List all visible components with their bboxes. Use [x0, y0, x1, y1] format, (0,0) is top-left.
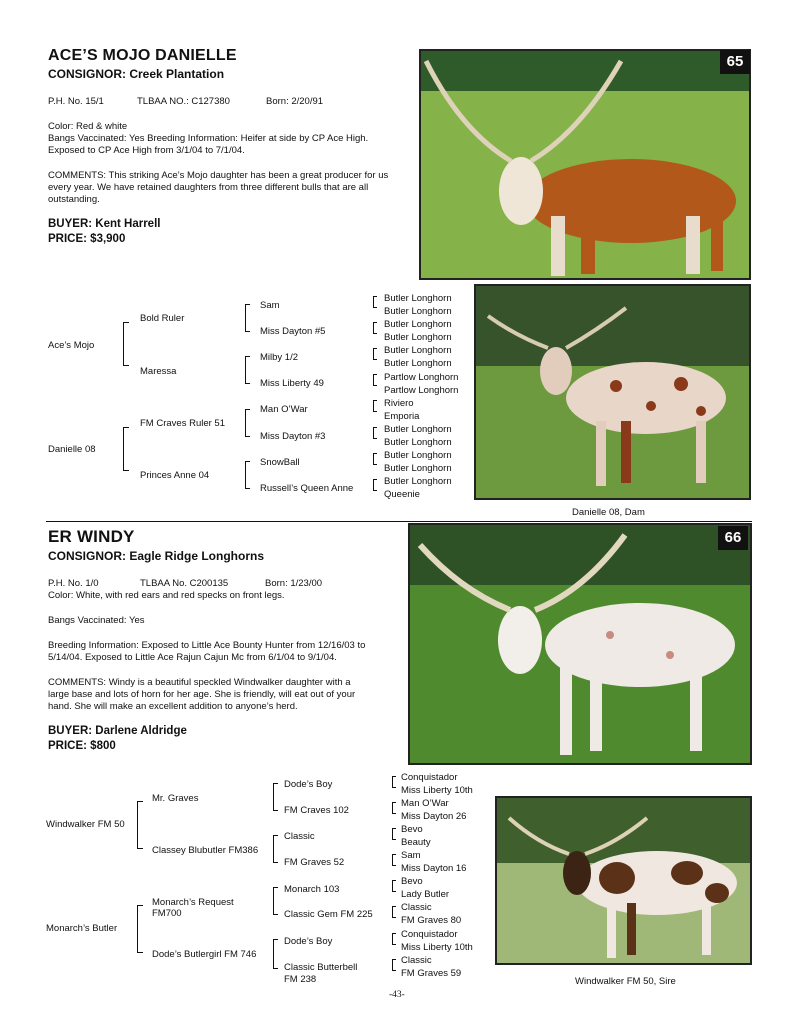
lot65-ped-g4: Partlow Longhorn — [384, 385, 459, 396]
lot66-ped-g1: Windwalker FM 50 — [46, 819, 125, 830]
lot65-ped-g4: Riviero — [384, 398, 414, 409]
lot65-ped-g1: Danielle 08 — [48, 444, 96, 455]
lot65-comments-3: outstanding. — [48, 194, 100, 205]
lot66-buyer: BUYER: Darlene Aldridge — [48, 725, 187, 737]
lot66-ped-g3: Dode’s Boy — [284, 779, 333, 790]
lot66-ped-g4: Beauty — [401, 837, 431, 848]
cow-photo-white — [410, 525, 752, 765]
lot66-ped-g3: FM Graves 52 — [284, 857, 345, 868]
cow-photo-speckled — [476, 286, 751, 500]
lot65-consignor: CONSIGNOR: Creek Plantation — [48, 67, 225, 81]
lot65-ped-g4: Emporia — [384, 411, 420, 422]
lot66-ped-g4: Lady Butler — [401, 889, 450, 900]
lot65-ped-g3: Miss Liberty 49 — [260, 378, 324, 389]
lot66-ped-g4: Miss Liberty 10th — [401, 785, 473, 796]
lot66-ped-g4: Miss Dayton 26 — [401, 811, 467, 822]
lot65-ped-g2: Bold Ruler — [140, 313, 185, 324]
lot66-number-badge: 66 — [718, 526, 748, 550]
lot65-main-photo — [419, 49, 751, 280]
lot66-ped-g3: FM Craves 102 — [284, 805, 349, 816]
lot66-tlbaa-no: TLBAA No. C200135 — [140, 578, 229, 589]
lot65-comments-1: COMMENTS: This striking Ace’s Mojo daughter has been a great producer for us — [48, 170, 389, 181]
lot66-ped-g4: Bevo — [401, 876, 423, 887]
lot65-ped-g4: Butler Longhorn — [384, 345, 452, 356]
bull-photo-brown-white — [497, 798, 752, 965]
lot66-ped-g4: Man O’War — [401, 798, 449, 809]
lot66-comments-2: large base and lots of horn for her age. She is friendly, will eat out of your — [48, 689, 356, 700]
lot65-color: Color: Red & white — [48, 121, 128, 132]
lot65-ped-g3: Miss Dayton #3 — [260, 431, 326, 442]
lot66-breeding-1: Breeding Information: Exposed to Little Ace Bounty Hunter from 12/16/03 to — [48, 640, 366, 651]
lot65-comments-2: every year. We have retained daughters from three different bulls that are all — [48, 182, 369, 193]
lot65-ped-g4: Butler Longhorn — [384, 476, 452, 487]
lot65-exposed: Exposed to CP Ace High from 3/1/04 to 7/1/04. — [48, 145, 245, 156]
lot65-ped-g3: SnowBall — [260, 457, 300, 468]
lot65-ped-g4: Partlow Longhorn — [384, 372, 459, 383]
lot66-bangs: Bangs Vaccinated: Yes — [48, 615, 145, 626]
lot66-ped-g4: Conquistador — [401, 772, 458, 783]
lot65-ph-no: P.H. No. 15/1 — [48, 96, 104, 107]
lot-divider — [46, 521, 752, 522]
lot66-photo-caption: Windwalker FM 50, Sire — [575, 976, 676, 987]
lot66-ped-g3: Classic Butterbell — [284, 962, 358, 973]
lot66-ped-g3: Classic Gem FM 225 — [284, 909, 373, 920]
lot66-ped-g4: FM Graves 59 — [401, 968, 462, 979]
lot66-ped-g2: Classey Blubutler FM386 — [152, 845, 259, 856]
lot66-ped-g2: FM700 — [152, 908, 182, 919]
lot65-dam-photo — [474, 284, 751, 500]
lot65-buyer: BUYER: Kent Harrell — [48, 218, 161, 230]
lot66-ped-g3: Monarch 103 — [284, 884, 340, 895]
lot65-ped-g4: Butler Longhorn — [384, 450, 452, 461]
page-number: -43- — [389, 990, 405, 1000]
lot66-breeding-2: 5/14/04. Exposed to Little Ace Rajun Cajun Mc from 6/1/04 to 9/1/04. — [48, 652, 337, 663]
lot65-ped-g4: Butler Longhorn — [384, 306, 452, 317]
lot66-ped-g3: Classic — [284, 831, 315, 842]
lot66-price: PRICE: $800 — [48, 740, 116, 752]
lot65-ped-g4: Butler Longhorn — [384, 358, 452, 369]
lot66-title: ER WINDY — [48, 527, 135, 546]
lot65-ped-g4: Butler Longhorn — [384, 319, 452, 330]
lot66-ped-g4: Classic — [401, 955, 432, 966]
lot65-ped-g4: Butler Longhorn — [384, 463, 452, 474]
lot66-ped-g4: Sam — [401, 850, 421, 861]
lot66-ped-g2: Monarch’s Request — [152, 897, 234, 908]
lot66-consignor: CONSIGNOR: Eagle Ridge Longhorns — [48, 549, 265, 563]
lot66-ped-g4: Miss Liberty 10th — [401, 942, 473, 953]
lot66-ped-g4: Miss Dayton 16 — [401, 863, 467, 874]
lot66-ph-no: P.H. No. 1/0 — [48, 578, 99, 589]
lot66-ped-g2: Dode’s Butlergirl FM 746 — [152, 949, 257, 960]
lot66-comments-1: COMMENTS: Windy is a beautiful speckled Windwalker daughter with a — [48, 677, 351, 688]
lot65-number-badge: 65 — [720, 50, 750, 74]
lot65-price: PRICE: $3,900 — [48, 233, 126, 245]
lot65-ped-g4: Butler Longhorn — [384, 332, 452, 343]
lot65-ped-g1: Ace’s Mojo — [48, 340, 95, 351]
lot65-ped-g3: Milby 1/2 — [260, 352, 299, 363]
lot65-ped-g3: Russell’s Queen Anne — [260, 483, 354, 494]
lot65-title: ACE’S MOJO DANIELLE — [48, 47, 237, 64]
lot65-tlbaa-no: TLBAA NO.: C127380 — [137, 96, 230, 107]
lot65-ped-g3: Man O’War — [260, 404, 308, 415]
lot66-ped-g2: Mr. Graves — [152, 793, 199, 804]
lot65-ped-g3: Miss Dayton #5 — [260, 326, 326, 337]
lot66-ped-g4: Classic — [401, 902, 432, 913]
lot66-comments-3: hand. She will make an excellent addition to anyone’s herd. — [48, 701, 298, 712]
lot65-ped-g2: Princes Anne 04 — [140, 470, 210, 481]
lot65-ped-g4: Butler Longhorn — [384, 424, 452, 435]
lot66-ped-g3: Dode’s Boy — [284, 936, 333, 947]
lot66-color: Color: White, with red ears and red specks on front legs. — [48, 590, 285, 601]
lot65-ped-g2: Maressa — [140, 366, 177, 377]
lot66-ped-g4: FM Graves 80 — [401, 915, 462, 926]
lot65-born: Born: 2/20/91 — [266, 96, 324, 107]
lot65-ped-g4: Butler Longhorn — [384, 293, 452, 304]
lot66-main-photo — [408, 523, 752, 765]
lot66-born: Born: 1/23/00 — [265, 578, 323, 589]
lot66-sire-photo — [495, 796, 752, 965]
lot65-ped-g4: Queenie — [384, 489, 420, 500]
lot65-ped-g2: FM Craves Ruler 51 — [140, 418, 225, 429]
lot66-ped-g4: Bevo — [401, 824, 423, 835]
cow-photo-red-white — [421, 51, 751, 280]
lot65-bangs-breeding: Bangs Vaccinated: Yes Breeding Information: Heifer at side by CP Ace High. — [48, 133, 369, 144]
lot66-ped-g4: Conquistador — [401, 929, 458, 940]
lot65-photo-caption: Danielle 08, Dam — [572, 507, 645, 518]
lot66-ped-g1: Monarch’s Butler — [46, 923, 118, 934]
lot66-ped-g3: FM 238 — [284, 974, 317, 985]
lot65-ped-g4: Butler Longhorn — [384, 437, 452, 448]
lot65-ped-g3: Sam — [260, 300, 280, 311]
